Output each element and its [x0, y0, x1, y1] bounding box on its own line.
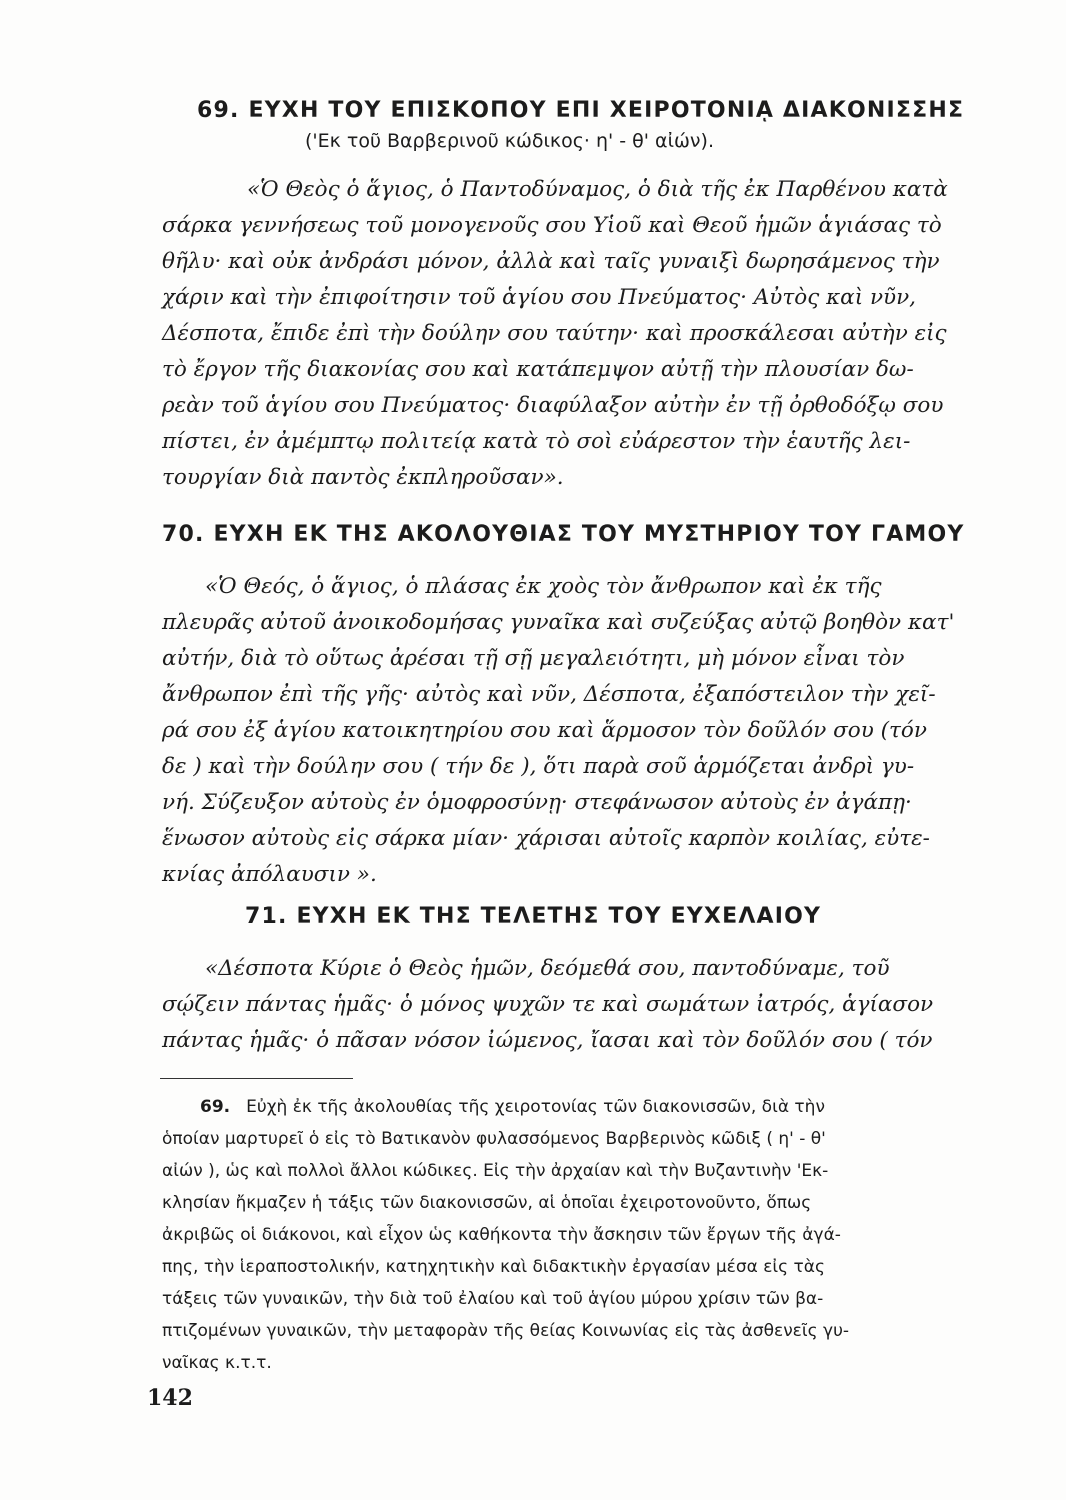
section-69-line: Δέσποτα, ἔπιδε ἐπὶ τὴν δούλην σου ταύτην· καὶ προσκάλεσαι αὐτὴν εἰς [162, 321, 947, 346]
section-70-line: ἕνωσον αὐτοὺς εἰς σάρκα μίαν· χάρισαι αὐτοῖς καρπὸν κοιλίας, εὐτε- [162, 826, 930, 851]
footnote-line: ναῖκας κ.τ.τ. [162, 1353, 272, 1373]
section-71-heading [245, 904, 821, 929]
section-70-line: «Ὁ Θεός, ὁ ἅγιος, ὁ πλάσας ἐκ χοὸς τὸν ἄνθρωπον καὶ ἐκ τῆς [205, 574, 882, 599]
section-69-line: ρεὰν τοῦ ἁγίου σου Πνεύματος· διαφύλαξον αὐτὴν ἐν τῇ ὀρθοδόξῳ σου [162, 393, 944, 418]
section-69-line: σάρκα γεννήσεως τοῦ μονογενοῦς σου Υἱοῦ καὶ Θεοῦ ἡμῶν ἁγιάσας τὸ [162, 213, 942, 238]
footnote-line: αἰών ), ὡς καὶ πολλοὶ ἄλλοι κώδικες. Εἰς τὴν ἀρχαίαν καὶ τὴν Βυζαντινὴν 'Εκ- [162, 1161, 829, 1181]
footnote-line: ἀκριβῶς οἱ διάκονοι, καὶ εἶχον ὡς καθήκοντα τὴν ἄσκησιν τῶν ἔργων τῆς ἀγά- [162, 1225, 841, 1245]
footnote-line [200, 1097, 825, 1117]
section-70-number: 70. [162, 522, 205, 547]
section-70-line: πλευρᾶς αὐτοῦ ἀνοικοδομήσας γυναῖκα καὶ συζεύξας αὐτῷ βοηθὸν κατ' [162, 610, 955, 635]
section-69-number: 69. [197, 98, 240, 123]
footnote-line: πτιζομένων γυναικῶν, τὴν μεταφορὰν τῆς θείας Κοινωνίας εἰς τὰς ἀσθενεῖς γυ- [162, 1321, 850, 1341]
section-70-line: ρά σου ἐξ ἁγίου κατοικητηρίου σου καὶ ἅρμοσον τὸν δοῦλόν σου (τόν [162, 718, 927, 743]
section-71-line: πάντας ἡμᾶς· ὁ πᾶσαν νόσον ἰώμενος, ἴασαι καὶ τὸν δοῦλόν σου ( τόν [162, 1028, 933, 1053]
section-71-line: «Δέσποτα Κύριε ὁ Θεὸς ἡμῶν, δεόμεθά σου, παντοδύναμε, τοῦ [205, 956, 890, 981]
footnote-line: ὁποίαν μαρτυρεῖ ὁ εἰς τὸ Βατικανὸν φυλασσόμενος Βαρβερινὸς κῶδιξ ( η' - θ' [162, 1129, 826, 1149]
section-71-number: 71. [245, 904, 288, 929]
section-69-source: ('Εκ τοῦ Βαρβερινοῦ κώδικος· η' - θ' αἰών). [305, 130, 714, 152]
section-70-title: ΕΥΧΗ ΕΚ ΤΗΣ ΑΚΟΛΟΥΘΙΑΣ ΤΟΥ ΜΥΣΤΗΡΙΟΥ ΤΟΥ ΓΑΜΟΥ [213, 522, 965, 547]
section-70-line: νή. Σύζευξον αὐτοὺς ἐν ὁμοφροσύνῃ· στεφάνωσον αὐτοὺς ἐν ἀγάπῃ· [162, 790, 912, 815]
section-69-title: ΕΥΧΗ ΤΟΥ ΕΠΙΣΚΟΠΟΥ ΕΠΙ ΧΕΙΡΟΤΟΝΙᾼ ΔΙΑΚΟΝΙΣΣΗΣ [248, 98, 965, 123]
section-70-heading [162, 522, 965, 547]
section-69-line: θῆλυ· καὶ οὐκ ἀνδράσι μόνον, ἀλλὰ καὶ ταῖς γυναιξὶ δωρησάμενος τὴν [162, 249, 940, 274]
footnote-line: κλησίαν ἤκμαζεν ἡ τάξις τῶν διακονισσῶν, αἱ ὁποῖαι ἐχειροτονοῦντο, ὅπως [162, 1193, 812, 1213]
section-69-heading [197, 98, 964, 123]
section-70-line: κνίας ἀπόλαυσιν ». [162, 862, 377, 887]
section-69-line: χάριν καὶ τὴν ἐπιφοίτησιν τοῦ ἁγίου σου Πνεύματος· Αὐτὸς καὶ νῦν, [162, 285, 917, 310]
section-69-line: «Ὁ Θεὸς ὁ ἅγιος, ὁ Παντοδύναμος, ὁ διὰ τῆς ἐκ Παρθένου κατὰ [247, 177, 948, 202]
section-71-title: ΕΥΧΗ ΕΚ ΤΗΣ ΤΕΛΕΤΗΣ ΤΟΥ ΕΥΧΕΛΑΙΟΥ [296, 904, 822, 929]
section-70-line: αὐτήν, διὰ τὸ οὕτως ἀρέσαι τῇ σῇ μεγαλειότητι, μὴ μόνον εἶναι τὸν [162, 646, 905, 671]
section-69-line: τὸ ἔργον τῆς διακονίας σου καὶ κατάπεμψον αὐτῇ τὴν πλουσίαν δω- [162, 357, 914, 382]
section-69-line: τουργίαν διὰ παντὸς ἐκπληροῦσαν». [162, 465, 564, 490]
section-71-line: σῴζειν πάντας ἡμᾶς· ὁ μόνος ψυχῶν τε καὶ σωμάτων ἰατρός, ἁγίασον [162, 992, 934, 1017]
footnote-separator [160, 1078, 353, 1079]
page-number: 142 [147, 1385, 193, 1411]
footnote-line: πης, τὴν ἱεραποστολικήν, κατηχητικὴν καὶ διδακτικὴν ἐργασίαν μέσα εἰς τὰς [162, 1257, 825, 1277]
footnote-number: 69. [200, 1097, 231, 1117]
section-69-line: πίστει, ἐν ἀμέμπτῳ πολιτείᾳ κατὰ τὸ σοὶ εὐάρεστον τὴν ἑαυτῆς λει- [162, 429, 911, 454]
footnote-line: τάξεις τῶν γυναικῶν, τὴν διὰ τοῦ ἐλαίου καὶ τοῦ ἁγίου μύρου χρίσιν τῶν βα- [162, 1289, 824, 1309]
section-70-line: δε ) καὶ τὴν δούλην σου ( τήν δε ), ὅτι παρὰ σοῦ ἁρμόζεται ἀνδρὶ γυ- [162, 754, 915, 779]
section-70-line: ἄνθρωπον ἐπὶ τῆς γῆς· αὐτὸς καὶ νῦν, Δέσποτα, ἐξαπόστειλον τὴν χεῖ- [162, 682, 936, 707]
footnote-line-text: Εὐχὴ ἐκ τῆς ἀκολουθίας τῆς χειροτονίας τῶν διακονισσῶν, διὰ τὴν [246, 1097, 825, 1117]
